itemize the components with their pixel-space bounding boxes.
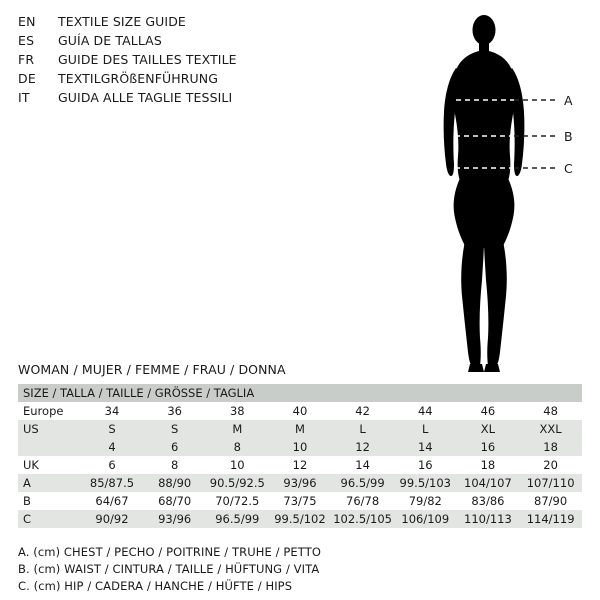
table-cell: 40 <box>269 402 332 420</box>
table-cell: 16 <box>394 456 457 474</box>
row-label: A <box>18 474 81 492</box>
table-cell: 14 <box>394 438 457 456</box>
language-title: TEXTILE SIZE GUIDE <box>58 14 186 29</box>
table-cell: 44 <box>394 402 457 420</box>
table-cell: 10 <box>206 456 269 474</box>
table-row <box>18 438 582 456</box>
table-row <box>18 510 582 528</box>
table-row <box>18 474 582 492</box>
table-cell: 96.5/99 <box>331 474 394 492</box>
table-row <box>18 492 582 510</box>
table-cell: 34 <box>81 402 144 420</box>
row-label: US <box>18 420 81 438</box>
table-header-label: SIZE / TALLA / TAILLE / GRÖSSE / TAGLIA <box>18 384 582 402</box>
table-row <box>18 402 582 420</box>
language-title-block <box>18 14 398 109</box>
row-label: C <box>18 510 81 528</box>
language-title: GUIDE DES TAILLES TEXTILE <box>58 52 237 67</box>
table-cell: 70/72.5 <box>206 492 269 510</box>
measurement-marker-a: A <box>564 93 573 108</box>
size-table <box>18 384 582 528</box>
table-cell: 83/86 <box>457 492 520 510</box>
language-code: DE <box>18 71 36 86</box>
table-cell: 90.5/92.5 <box>206 474 269 492</box>
section-heading: WOMAN / MUJER / FEMME / FRAU / DONNA <box>18 362 286 377</box>
table-cell: 6 <box>81 456 144 474</box>
table-cell: 4 <box>81 438 144 456</box>
table-cell: 93/96 <box>269 474 332 492</box>
table-cell: 96.5/99 <box>206 510 269 528</box>
table-cell: 99.5/102 <box>269 510 332 528</box>
language-code: IT <box>18 90 30 105</box>
table-cell: 10 <box>269 438 332 456</box>
table-cell: 87/90 <box>519 492 582 510</box>
language-row <box>18 90 398 109</box>
table-cell: 36 <box>143 402 206 420</box>
table-cell: 107/110 <box>519 474 582 492</box>
table-header-row <box>18 384 582 402</box>
table-cell: 99.5/103 <box>394 474 457 492</box>
table-row <box>18 456 582 474</box>
row-label: Europe <box>18 402 81 420</box>
table-cell: 8 <box>206 438 269 456</box>
table-cell: 18 <box>519 438 582 456</box>
size-table-wrapper <box>18 384 582 528</box>
table-cell: M <box>269 420 332 438</box>
table-cell: 6 <box>143 438 206 456</box>
table-cell: S <box>81 420 144 438</box>
language-row <box>18 14 398 33</box>
language-code: ES <box>18 33 35 48</box>
table-cell: 76/78 <box>331 492 394 510</box>
table-cell: XXL <box>519 420 582 438</box>
language-code: EN <box>18 14 36 29</box>
table-cell: 12 <box>269 456 332 474</box>
table-cell: 68/70 <box>143 492 206 510</box>
language-row <box>18 33 398 52</box>
table-cell: 20 <box>519 456 582 474</box>
table-cell: XL <box>457 420 520 438</box>
table-cell: 42 <box>331 402 394 420</box>
table-cell: 14 <box>331 456 394 474</box>
language-row <box>18 52 398 71</box>
table-cell: 104/107 <box>457 474 520 492</box>
table-cell: 93/96 <box>143 510 206 528</box>
table-cell: 106/109 <box>394 510 457 528</box>
table-cell: 46 <box>457 402 520 420</box>
table-cell: L <box>394 420 457 438</box>
table-cell: M <box>206 420 269 438</box>
table-cell: 110/113 <box>457 510 520 528</box>
table-cell: 64/67 <box>81 492 144 510</box>
table-cell: 8 <box>143 456 206 474</box>
footnotes-block <box>18 544 578 595</box>
language-title: TEXTILGRÖßENFÜHRUNG <box>58 71 219 86</box>
table-cell: 48 <box>519 402 582 420</box>
footnote-waist: B. (cm) WAIST / CINTURA / TAILLE / HÜFTUNG / VITA <box>18 562 320 576</box>
measurement-marker-b: B <box>564 129 573 144</box>
language-row <box>18 71 398 90</box>
footnote-chest: A. (cm) CHEST / PECHO / POITRINE / TRUHE / PETTO <box>18 545 321 559</box>
table-cell: 18 <box>457 456 520 474</box>
footnote-hip: C. (cm) HIP / CADERA / HANCHE / HÜFTE / HIPS <box>18 579 293 593</box>
female-body-silhouette-icon <box>400 8 600 378</box>
language-code: FR <box>18 52 35 67</box>
table-cell: 73/75 <box>269 492 332 510</box>
table-cell: 90/92 <box>81 510 144 528</box>
table-row <box>18 420 582 438</box>
row-label <box>18 438 81 456</box>
table-cell: S <box>143 420 206 438</box>
table-cell: 85/87.5 <box>81 474 144 492</box>
table-cell: 38 <box>206 402 269 420</box>
table-cell: L <box>331 420 394 438</box>
table-cell: 16 <box>457 438 520 456</box>
row-label: B <box>18 492 81 510</box>
table-cell: 114/119 <box>519 510 582 528</box>
table-cell: 102.5/105 <box>333 512 392 526</box>
measurement-marker-c: C <box>564 161 573 176</box>
table-cell: 12 <box>331 438 394 456</box>
table-cell: 88/90 <box>143 474 206 492</box>
table-cell: 79/82 <box>394 492 457 510</box>
language-title: GUÍA DE TALLAS <box>58 33 162 48</box>
figure-area <box>400 8 600 378</box>
row-label: UK <box>18 456 81 474</box>
language-title: GUIDA ALLE TAGLIE TESSILI <box>58 90 233 105</box>
